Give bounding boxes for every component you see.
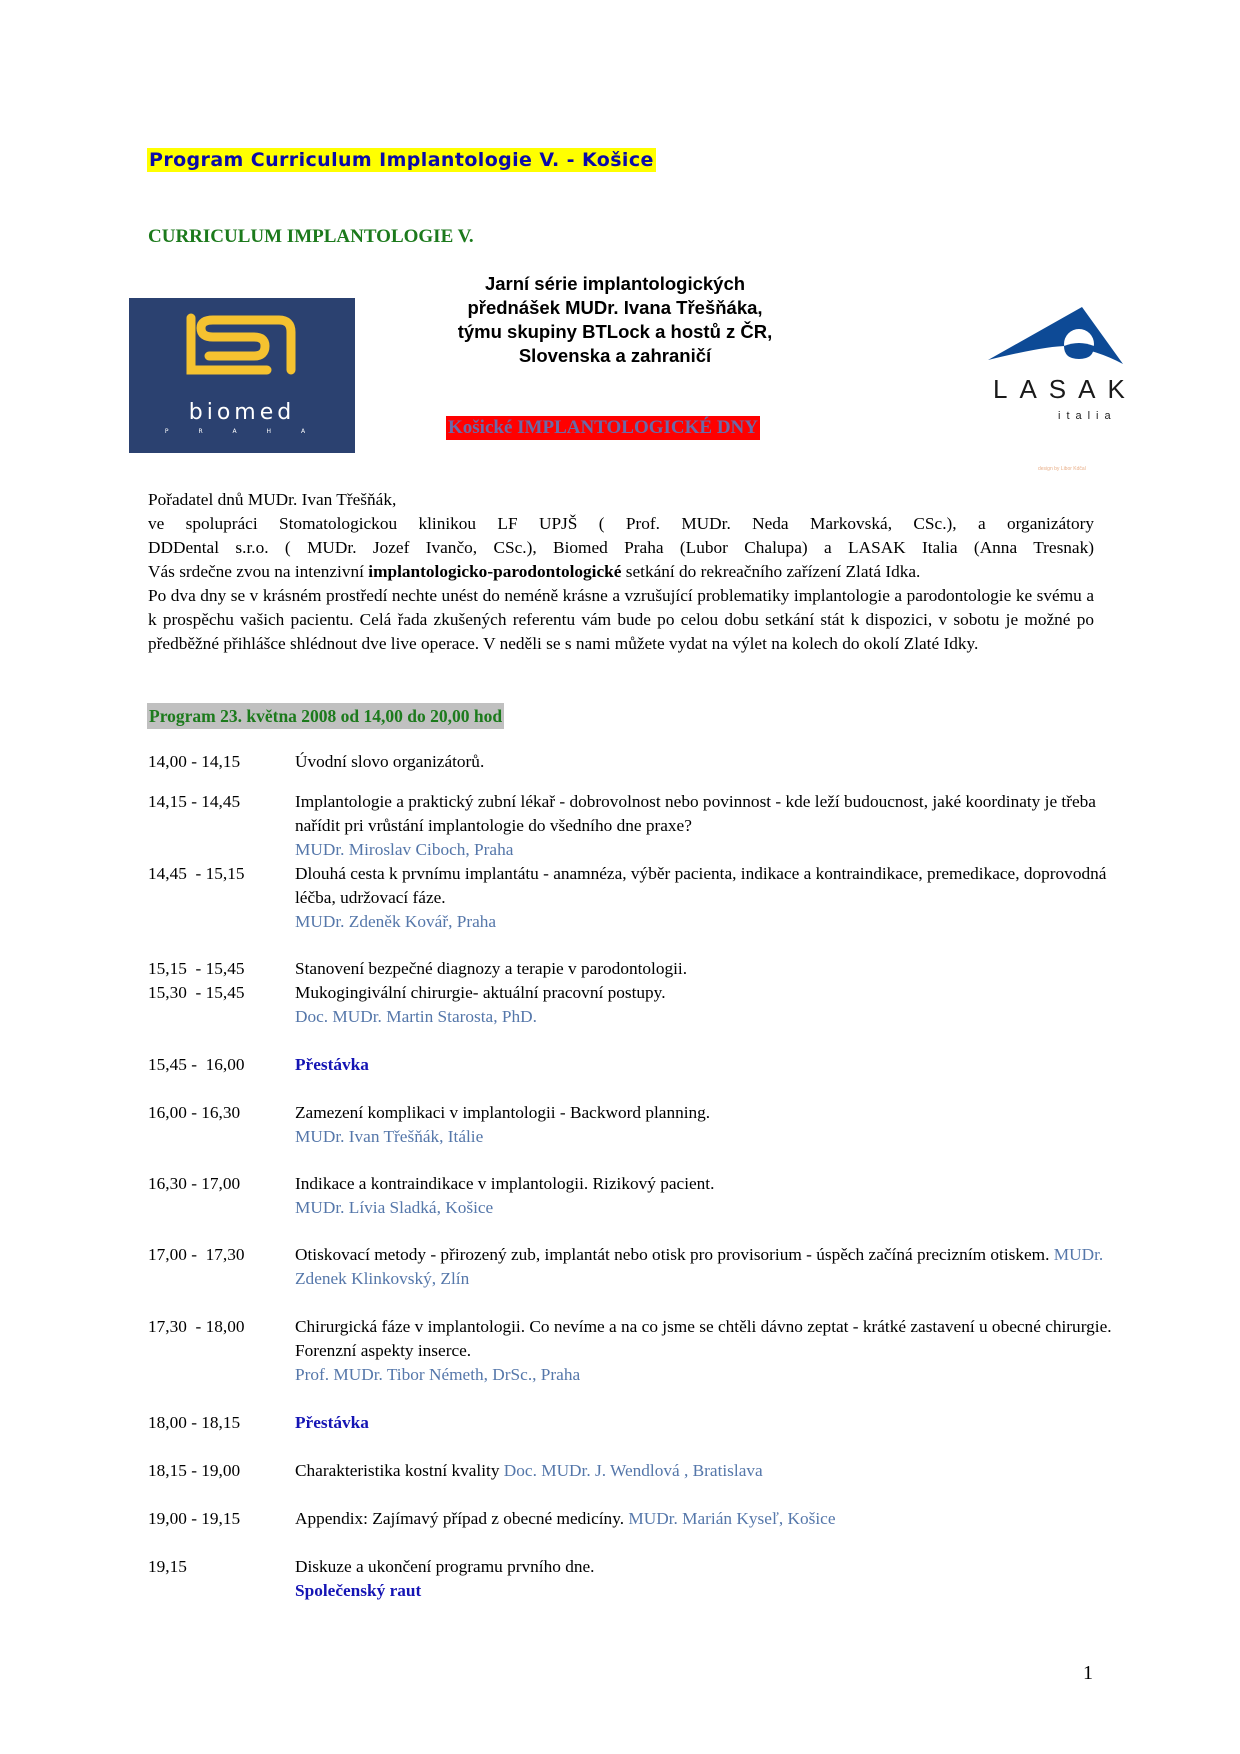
invitation-line [148,560,1094,584]
speaker-name: MUDr. Ivan Třešňák, Itálie [295,1127,484,1146]
social-event-label: Společenský raut [295,1581,422,1600]
program-time: 14,45 - 15,15 [148,864,245,883]
speaker-name: MUDr. Zdeněk Kovář, Praha [295,912,497,931]
talk-title: Implantologie a praktický zubní lékař - dobrovolnost nebo povinnost - kde leží budoucnost, jaké koordinaty je třeba nařídit pri vrůstání implantologie do všedního dne praxe? [295,792,1096,835]
program-time: 15,30 - 15,45 [148,983,245,1002]
lasak-logo [985,302,1135,432]
speaker-name: Doc. MUDr. Martin Starosta, PhD. [295,1007,537,1026]
talk-title: Charakteristika kostní kvality [295,1461,504,1480]
program-description [295,1243,1125,1291]
program-description [295,981,1125,1029]
program-time: 16,30 - 17,00 [148,1174,241,1193]
program-time: 17,30 - 18,00 [148,1317,245,1336]
talk-title: Dlouhá cesta k prvnímu implantátu - anamnéza, výběr pacienta, indikace a kontraindikace, premedikace, doprovodná léčba, udržovací fáze. [295,864,1107,907]
program-time: 15,15 - 15,45 [148,959,245,978]
program-time: 19,00 - 19,15 [148,1509,241,1528]
introduction-text [148,488,1094,656]
biomed-wordmark: biomed [188,400,296,425]
biomed-subtitle: P R A H A [164,428,320,435]
program-description [295,1459,1125,1483]
biomed-logo [129,298,355,453]
talk-title: Diskuze a ukončení programu prvního dne. [295,1557,595,1576]
intro-line: Jarní série implantologických [484,273,746,294]
logo-designer-credit: design by Libor Kdčal [1038,466,1086,472]
program-description [295,1101,1125,1149]
intro-line: přednášek MUDr. Ivana Třešňáka, [467,297,763,318]
break-label: Přestávka [295,1413,369,1432]
cooperation-line: ve spolupráci Stomatologickou klinikou LF UPJŠ ( Prof. MUDr. Neda Markovská, CSc.), a organizátory [148,514,1094,533]
intro-line: Slovenska a zahraničí [518,345,712,366]
program-description [295,1172,1125,1220]
speaker-name: MUDr. Miroslav Ciboch, Praha [295,840,514,859]
program-description [295,862,1125,934]
speaker-name: MUDr. Zdenek Klinkovský, Zlín [295,1245,1104,1288]
program-time: 17,00 - 17,30 [148,1245,245,1264]
talk-title: Úvodní slovo organizátorů. [295,752,485,771]
program-time: 19,15 [148,1557,187,1576]
talk-title: Stanovení bezpečné diagnozy a terapie v parodontologii. [295,959,688,978]
document-title: Program Curriculum Implantologie V. - Košice [149,149,654,171]
program-description [295,790,1125,862]
invitation-text: setkání do rekreačního zařízení Zlatá Idka. [621,562,921,581]
break-label: Přestávka [295,1055,369,1074]
program-description [295,1315,1125,1387]
description-paragraph: Po dva dny se v krásném prostředí nechte unést do neméně krásne a vzrušující problematiky implantologie a parodontologie ke svému a k prospěchu vašich pacientu. Celá řada zkušených referentu vám bude po celou dobu setkání stát k dispozici, v sobotu je možné po předběžné přihlášce shlédnout dve live operace. V neděli se s nami můžete vydat na výlet na kolech do okolí Zlaté Idky. [148,586,1094,653]
speaker-name: MUDr. Marián Kyseľ, Košice [628,1509,836,1528]
program-description [295,750,1125,774]
talk-title: Zamezení komplikaci v implantologii - Backword planning. [295,1103,711,1122]
speaker-name: Prof. MUDr. Tibor Németh, DrSc., Praha [295,1365,581,1384]
program-heading: Program 23. května 2008 od 14,00 do 20,00 hod [147,703,504,729]
program-time: 18,00 - 18,15 [148,1413,241,1432]
organizer-line: Pořadatel dnů MUDr. Ivan Třešňák, [148,490,397,509]
intro-line: týmu skupiny BTLock a hostů z ČR, [457,321,773,342]
curriculum-heading: CURRICULUM IMPLANTOLOGIE V. [148,226,474,247]
program-description [295,1411,1125,1435]
cooperation-line: DDDental s.r.o. ( MUDr. Jozef Ivančo, CSc.), Biomed Praha (Lubor Chalupa) a LASAK Italia (Anna Tresnak) [148,538,1094,557]
event-name-badge: Košické IMPLANTOLOGICKÉ DNY [448,417,759,438]
program-time: 14,15 - 14,45 [148,792,241,811]
talk-title: Appendix: Zajímavý případ z obecné medicíny. [295,1509,629,1528]
lasak-emblem-icon [985,302,1135,372]
talk-title: Chirurgická fáze v implantologii. Co nevíme a na co jsme se chtěli dávno zeptat - krátké zastavení u obecné chirurgie. Forenzní aspekty inserce. [295,1317,1112,1360]
talk-title: Indikace a kontraindikace v implantologii. Rizikový pacient. [295,1174,715,1193]
speaker-name: MUDr. Lívia Sladká, Košice [295,1198,494,1217]
program-description [295,1555,1125,1603]
program-time: 15,45 - 16,00 [148,1055,245,1074]
page-number: 1 [1083,1662,1093,1684]
speaker-name: Doc. MUDr. J. Wendlová , Bratislava [503,1461,763,1480]
invitation-text: Vás srdečne zvou na intenzivní [148,562,369,581]
talk-title: Mukogingivální chirurgie- aktuální pracovní postupy. [295,983,666,1002]
program-description [295,1507,1125,1531]
lasak-subtitle: italia [1058,410,1117,422]
lasak-wordmark: LASAK [993,374,1137,404]
invitation-emphasis: implantologicko-parodontologické [368,562,622,581]
program-time: 14,00 - 14,15 [148,752,241,771]
talk-title: Otiskovací metody - přirozený zub, implantát nebo otisk pro provisorium - úspěch začíná precizním otiskem. [295,1245,1054,1264]
program-description [295,1053,1125,1077]
program-time: 16,00 - 16,30 [148,1103,241,1122]
program-time: 18,15 - 19,00 [148,1461,241,1480]
program-description [295,957,1125,981]
intro-block [420,272,810,368]
